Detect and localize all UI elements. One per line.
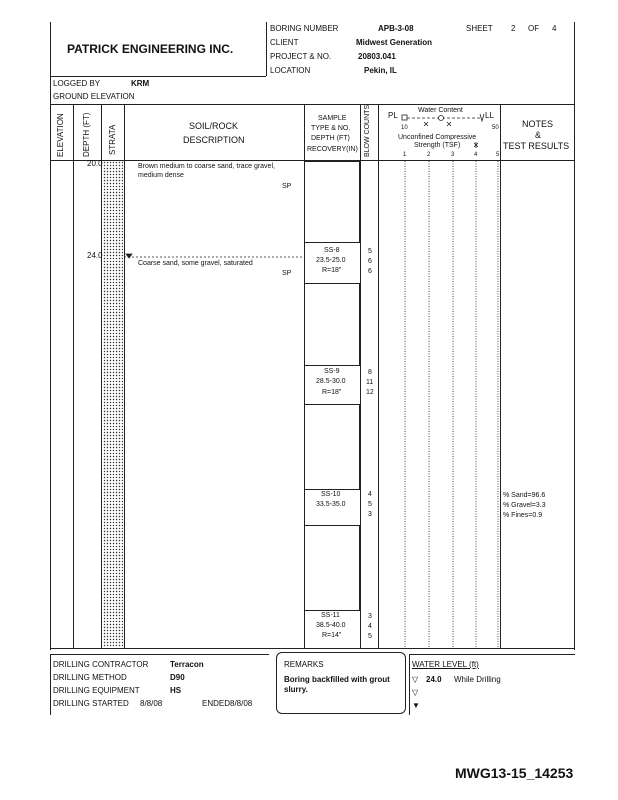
soil-description-line: Coarse sand, some gravel, saturated [138, 260, 253, 267]
soil-description-line: Brown medium to coarse sand, trace gravel, [138, 163, 275, 170]
sample-header-line3: DEPTH (FT) [311, 135, 350, 142]
ground-elevation-label: GROUND ELEVATION [53, 92, 135, 101]
strata-column-sand [103, 161, 123, 647]
document-id: MWG13-15_14253 [455, 765, 574, 781]
blow-count: 3 [368, 613, 372, 620]
strata-header: STRATA [108, 124, 117, 155]
sample-depth: 33.5-35.0 [316, 501, 346, 508]
blow-count: 11 [366, 379, 374, 386]
drilling-started-label: DRILLING STARTED [53, 699, 129, 708]
blow-count: 5 [368, 501, 372, 508]
ucs-scale-2: 2 [427, 152, 431, 158]
ll-marker-icon [480, 114, 484, 121]
water-level-depth: 24.0 [426, 675, 442, 684]
client-label: CLIENT [270, 38, 299, 47]
sample-tube [304, 525, 360, 611]
sample-tube [304, 161, 360, 243]
blow-count: 6 [368, 258, 372, 265]
sheet-label: SHEET [466, 24, 493, 33]
sample-id: SS-9 [324, 368, 340, 375]
wc-scale-10: 10 [401, 125, 408, 131]
drilling-equipment-value: HS [170, 686, 182, 695]
soil-header-line2: DESCRIPTION [183, 135, 245, 145]
location-label: LOCATION [270, 66, 311, 75]
remarks-line: Boring backfilled with grout [284, 675, 390, 684]
drilling-method-label: DRILLING METHOD [53, 673, 127, 682]
blow-count: 5 [368, 248, 372, 255]
drilling-method-value: D90 [170, 673, 185, 682]
ucs-scale-5: 5 [496, 152, 500, 158]
water-level-third-icon: ▼ [412, 701, 420, 710]
boring-number-value: APB-3-08 [378, 24, 414, 33]
depth-marker: 20.0 [87, 159, 103, 168]
sheet-number: 2 [511, 24, 516, 33]
sample-depth: 28.5-30.0 [316, 378, 346, 385]
sample-depth: 23.5-25.0 [316, 257, 346, 264]
water-table-icon [126, 254, 132, 258]
ucs-scale-1: 1 [403, 152, 407, 158]
logged-by-label: LOGGED BY [53, 79, 101, 88]
water-content-label: Water Content [418, 107, 463, 114]
notes-header-line2: & [535, 130, 542, 140]
logged-by-value: KRM [131, 79, 150, 88]
uscs-symbol: SP [282, 183, 292, 190]
ucs-marker-icon [474, 142, 478, 148]
sheet-of-label: OF [528, 24, 540, 33]
project-label: PROJECT & NO. [270, 52, 332, 61]
wc-scale-50: 50 [492, 125, 499, 131]
drilling-started-value: 8/8/08 [140, 699, 163, 708]
test-result: % Gravel=3.3 [503, 502, 546, 509]
sample-depth: 38.5-40.0 [316, 622, 346, 629]
sample-id: SS-11 [321, 612, 340, 619]
wc-marker-icon [439, 116, 444, 121]
drilling-contractor-value: Terracon [170, 660, 204, 669]
location-value: Pekin, IL [364, 66, 397, 75]
soil-description-line: medium dense [138, 172, 184, 179]
notes-header-line1: NOTES [522, 119, 554, 129]
blow-count: 8 [368, 369, 372, 376]
ucs-label-line1: Unconfined Compressive [398, 134, 477, 141]
elevation-header: ELEVATION [56, 113, 65, 157]
test-result: % Sand=96.6 [503, 492, 546, 499]
sample-id: SS-10 [321, 491, 341, 498]
project-number: 20803.041 [358, 52, 396, 61]
blow-count: 12 [366, 389, 374, 396]
soil-header-line1: SOIL/ROCK [189, 121, 239, 131]
water-level-label: WATER LEVEL (ft) [412, 660, 479, 669]
company-name: PATRICK ENGINEERING INC. [67, 42, 234, 56]
blow-count: 6 [368, 268, 372, 275]
water-level-second-icon: ▽ [412, 688, 419, 697]
drilling-equipment-label: DRILLING EQUIPMENT [53, 686, 140, 695]
remarks-label: REMARKS [284, 660, 324, 669]
sample-tube [304, 404, 360, 490]
sheet-total: 4 [552, 24, 557, 33]
drilling-contractor-label: DRILLING CONTRACTOR [53, 660, 149, 669]
blow-count: 4 [368, 623, 372, 630]
client-value: Midwest Generation [356, 38, 433, 47]
drilling-ended-value: 8/8/08 [230, 699, 253, 708]
ll-label: LL [485, 111, 494, 120]
sample-recovery: R=18" [322, 267, 342, 274]
water-level-first-icon: ▽ [412, 675, 419, 684]
blow-counts-header: BLOW COUNTS [364, 104, 371, 157]
boring-number-label: BORING NUMBER [270, 24, 339, 33]
notes-header-line3: TEST RESULTS [503, 141, 570, 151]
sample-header-line2: TYPE & NO. [311, 125, 351, 132]
ucs-scale-4: 4 [474, 152, 478, 158]
depth-header: DEPTH (FT) [82, 112, 91, 157]
blow-count: 4 [368, 491, 372, 498]
drilling-ended-label: ENDED [202, 699, 231, 708]
remarks-line: slurry. [284, 685, 308, 694]
sample-header-line1: SAMPLE [318, 115, 347, 122]
water-level-note: While Drilling [454, 675, 501, 684]
sample-recovery: R=18" [322, 389, 342, 396]
pl-marker-icon [402, 115, 407, 120]
sample-header-line4: RECOVERY(IN) [307, 146, 358, 153]
blow-count: 5 [368, 633, 372, 640]
pl-label: PL [388, 111, 398, 120]
uscs-symbol: SP [282, 270, 292, 277]
blow-count: 3 [368, 511, 372, 518]
sample-tube [304, 283, 360, 366]
ucs-label-line2: Strength (TSF) [414, 142, 461, 149]
ucs-scale-3: 3 [451, 152, 455, 158]
depth-marker: 24.0 [87, 251, 103, 260]
sample-id: SS-8 [324, 247, 340, 254]
sample-recovery: R=14" [322, 632, 342, 639]
test-result: % Fines=0.9 [503, 512, 543, 519]
